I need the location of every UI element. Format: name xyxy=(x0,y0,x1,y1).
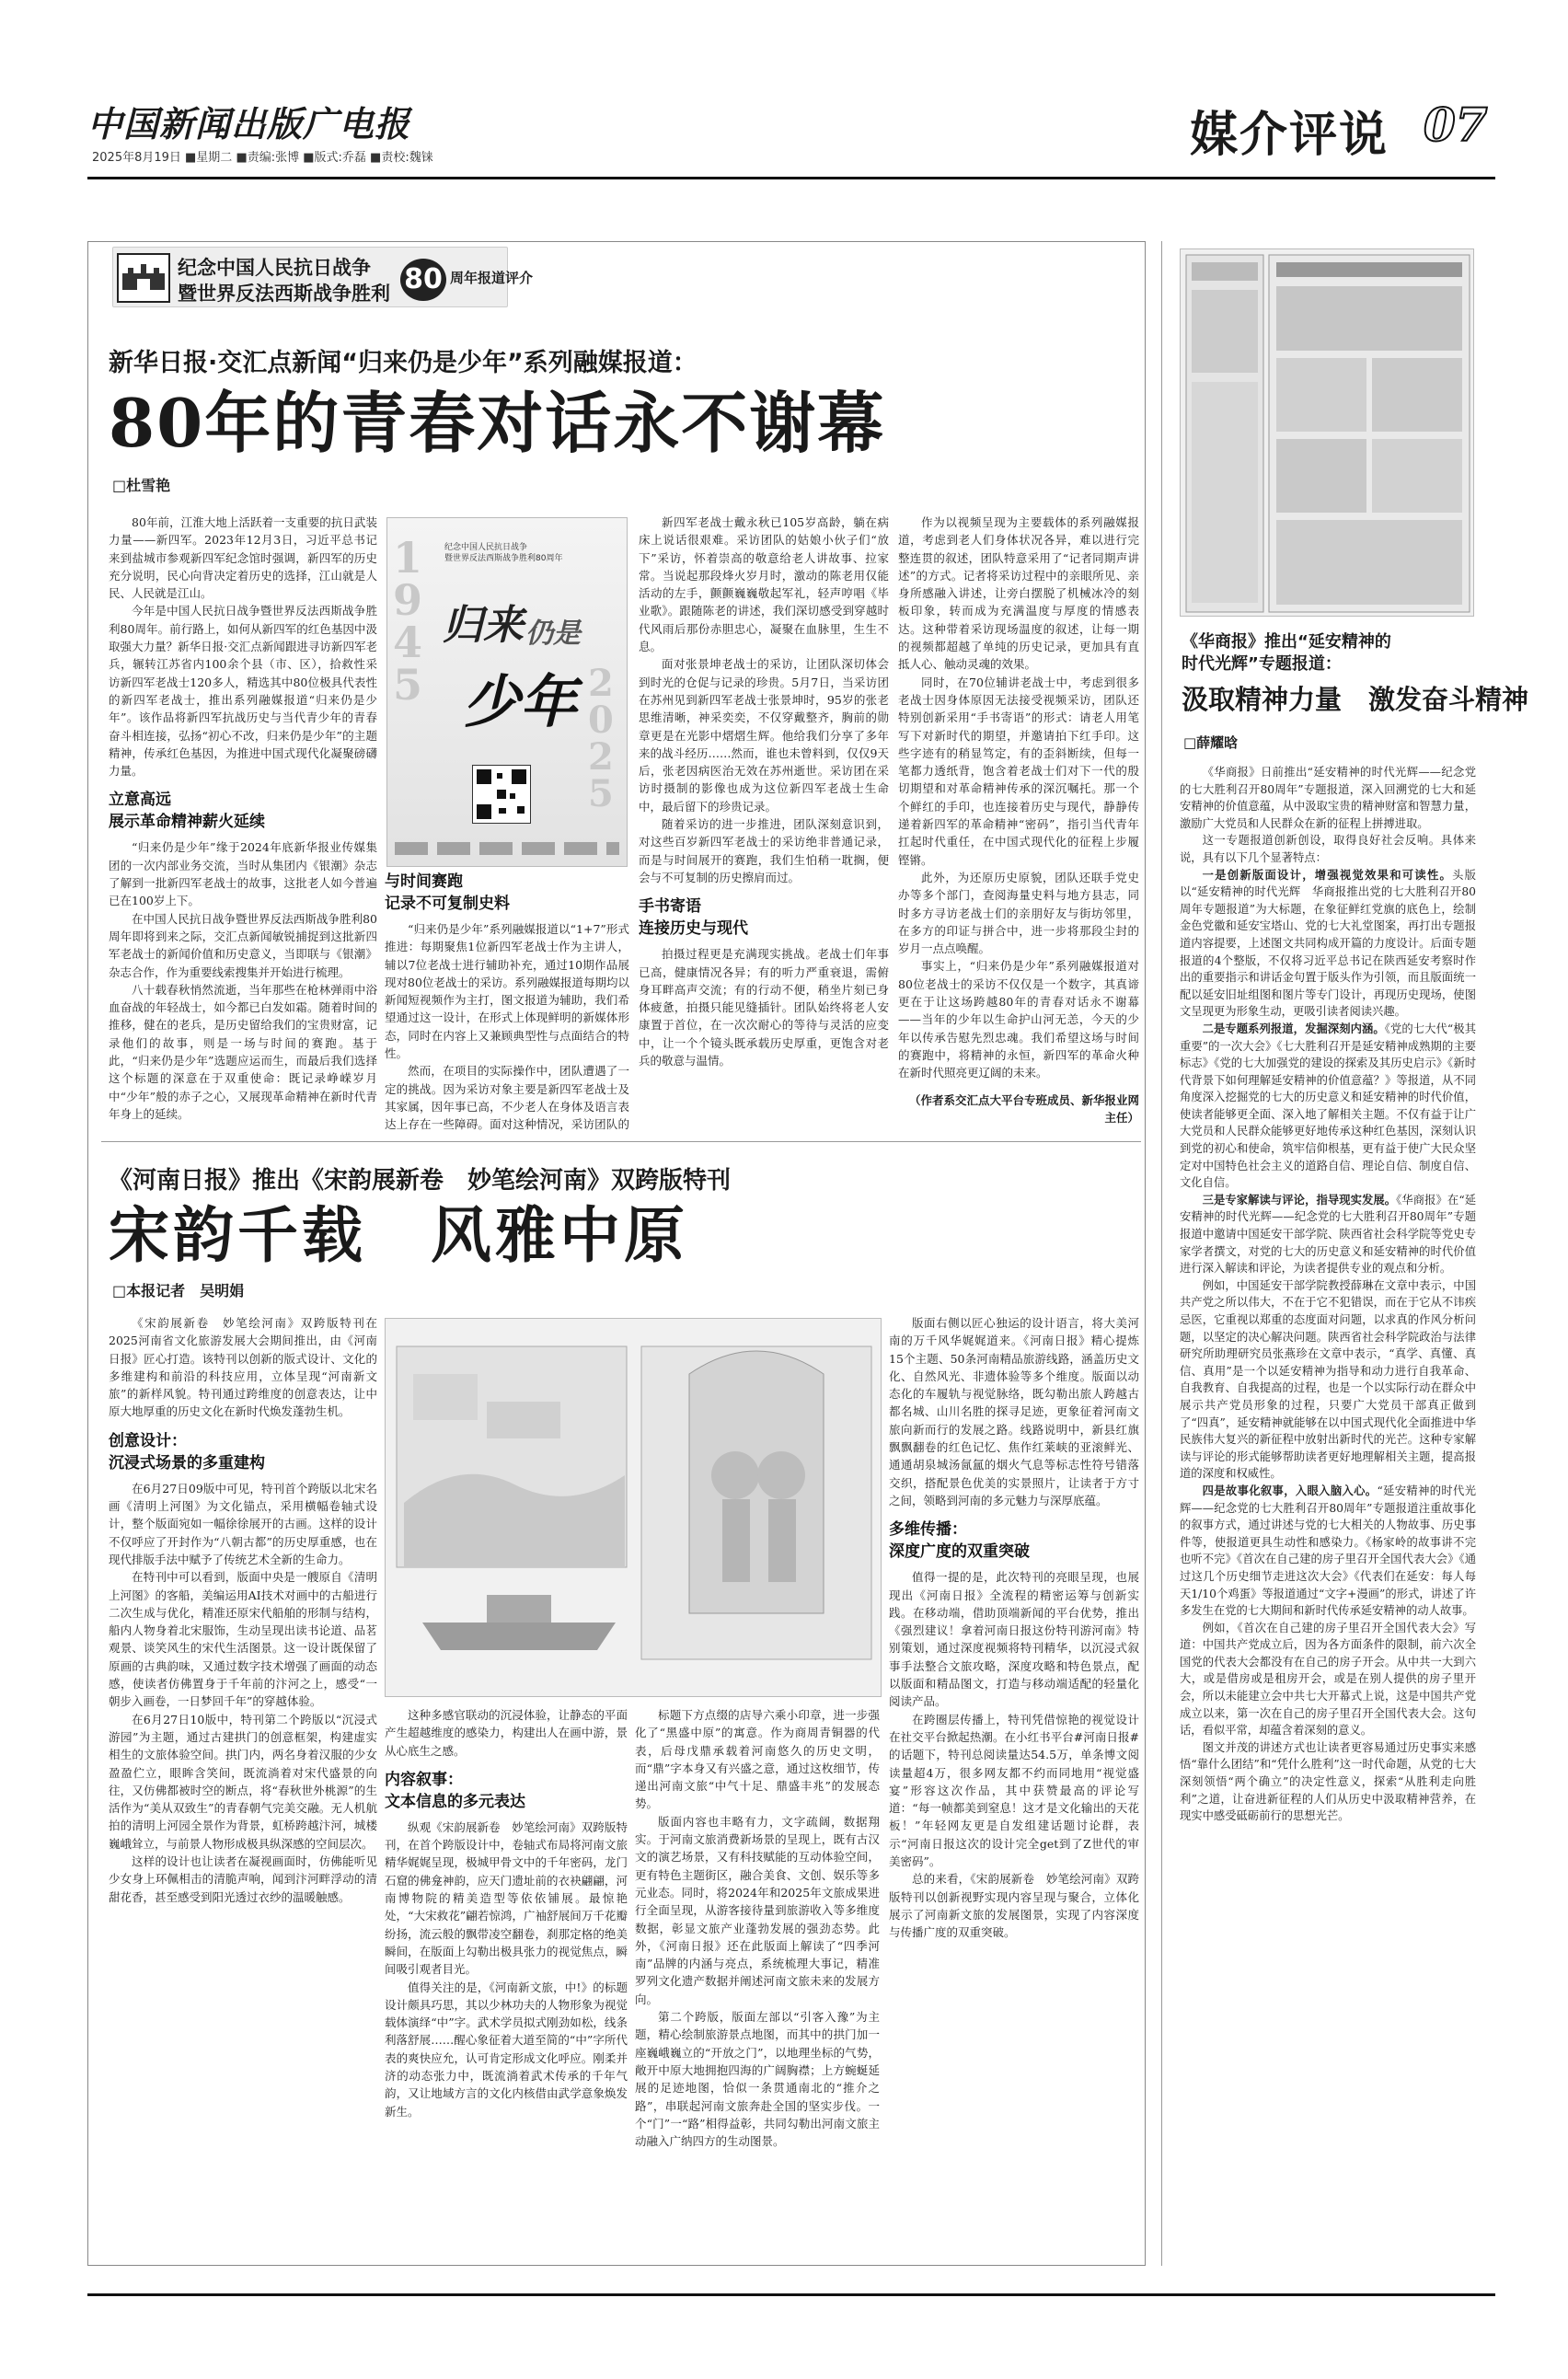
a1-c1-p1: 80年前，江淮大地上活跃着一支重要的抗日武装力量——新四军。2023年12月3日，习近平总书记来到盐城市参观新四军纪念馆时强调，新四军的历史充分说明，民心向背决定着历史的选择，江山就是人民、人民就是江山。 xyxy=(109,515,377,601)
masthead-name: 中国新闻出版广电报 xyxy=(87,103,411,144)
a3-point-4-head: 四是故事化叙事，入眼入脑入心。 xyxy=(1202,1483,1378,1497)
a3-p2: 这一专题报道创新创设，取得良好社会反响。具体来说，具有以下几个显著特点： xyxy=(1180,834,1476,864)
a1-kicker: 新华日报·交汇点新闻“归来仍是少年”系列融媒报道： xyxy=(109,349,698,377)
a2-c2-p1: 这种多感官联动的沉浸体验，让静态的平面产生超越维度的感染力，构建出人在画中游，景从心底生之感。 xyxy=(385,1708,628,1758)
a2-c1-p1: 《宋韵展新卷 妙笔绘河南》双跨版特刊在2025河南省文化旅游发展大会期间推出，由《河南日报》匠心打造。该特刊以创新的版式设计、文化的多维建构和前沿的科技应用，立体呈现“河南新文旅”的新样风貌。特刊通过跨维度的创意表达，让中原大地厚重的历史文化在新时代焕发蓬勃生机。 xyxy=(109,1316,377,1419)
a1-byline: □杜雪艳 xyxy=(112,477,171,494)
poster-year-bottom: 2025 xyxy=(588,662,614,815)
a1-column-1 xyxy=(109,514,377,1132)
a2-kicker: 《河南日报》推出《宋韵展新卷 妙笔绘河南》双跨版特刊 xyxy=(109,1167,732,1195)
a2-c4-p2: 值得一提的是，此次特刊的亮眼呈现，也展现出《河南日报》全流程的精密运筹与创新实践。在移动端，借助顶端新闻的平台优势，推出《强烈建议！拿着河南日报这份特刊游河南》特别策划，通过深度视频将特刊精华，以沉浸式叙事手法整合文旅攻略，深度攻略和特色景点，配以版面和精品图文，打造与移动端适配的轻量化阅读产品。 xyxy=(889,1570,1139,1709)
a1-c3-p2: 面对张景坤老战士的采访，让团队深切体会到时光的仓促与记录的珍贵。5月7日，当采访团在苏州见到新四军老战士张景坤时，95岁的张老思维清晰，神采奕奕，不仅穿戴整齐，胸前的勋章更是在光影中熠熠生辉。他给我们分享了多年来的战斗经历……然而，谁也未曾料到，仅仅9天后，张老因病医治无效在苏州逝世。采访团在采访时摄制的影像也成为这位新四军老战士生命中，最后留下的珍贵记录。 xyxy=(639,657,889,814)
a2-c2-p3: 值得关注的是，《河南新文旅，中!》的标题设计颇具巧思，其以少林功夫的人物形象为视觉载体演绎“中”字。武术学员拟式刚劲如松，线条利落舒展……醒心象征着大道至简的“中”字所代表的爽快应允，认可肯定形成文化呼应。刚柔并济的动态张力中，既流淌着武术传承的千年气韵，又让地域方言的文化内核借由武学意象焕发新生。 xyxy=(385,1980,628,2119)
a3-point-1-head: 一是创新版面设计，增强视觉效果和可读性。 xyxy=(1202,867,1453,882)
a2-column-2 xyxy=(385,1706,628,2240)
a2-c2-p2: 纵观《宋韵展新卷 妙笔绘河南》双跨版特刊，在首个跨版设计中，卷轴式布局将河南文旅精华娓娓呈现，极城甲骨文中的千年密码，龙门石窟的佛龛神韵，应天门遗址前的衣袂翩翩，河南博物院的精美造型等依依铺展。最惊艳处，“大宋救花”翩若惊鸿，广袖舒展间万千花瓣纷扬，流云般的飘带凌空翻卷，刹那定格的绝美瞬间，在版面上勾勒出极具张力的视觉焦点，瞬间吸引观者目光。 xyxy=(385,1819,628,1977)
a1-c1-p5: 八十载春秋悄然流逝，当年那些在枪林弹雨中浴血奋战的年轻战士，如今都已白发如霜。随着时间的推移，健在的老兵，是历史留给我们的宝贵财富，记录他们的故事，则是一场与时间的赛跑。基于此，“归来仍是少年”选题应运而生，而最后我们选择这个标题的深意在于双重使命：既记录峥嵘岁月中“少年”般的赤子之心，又展现革命精神在新时代青年身上的延续。 xyxy=(109,982,377,1121)
poster-title-c: 少年 xyxy=(463,668,578,735)
banner-line1: 纪念中国人民抗日战争 xyxy=(178,257,371,279)
a2-byline: □本报记者 吴明娟 xyxy=(112,1282,245,1299)
a1-column-2 xyxy=(385,871,629,1132)
masthead-info: 2025年8月19日 ■星期二 ■责编:张博 ■版式:乔磊 ■责校:魏铼 xyxy=(92,151,433,165)
huashang-image xyxy=(1180,248,1474,617)
a3-kicker: 《华商报》推出“延安精神的 时代光辉”专题报道： xyxy=(1182,632,1391,674)
a2-subhead-1: 创意设计： 沉浸式场景的多重建构 xyxy=(109,1431,265,1472)
a3-p1: 《华商报》日前推出“延安精神的时代光辉——纪念党的七大胜利召开80周年”专题报道，深入回溯党的七大和延安精神的价值意蕴，从中汲取宝贵的精神财富和智慧力量，激励广大党员和人民群众在新的征程上拼搏进取。 xyxy=(1180,766,1476,830)
banner-suffix: 周年报道评介 xyxy=(450,270,534,286)
a1-subhead-1: 立意高远 展示革命精神薪火延续 xyxy=(109,791,265,832)
a2-c3-p1: 标题下方点缀的店导六乘小印章，进一步强化了“黑盛中原”的寓意。作为商周青铜器的代表，后母戊鼎承载着河南悠久的历史文明，而“鼎”字本身又有兴盛之意，通过这枚细节，传递出河南文旅“中气十足、鼎盛丰兆”的发展态势。 xyxy=(635,1708,880,1811)
a1-c2-p2: 然而，在项目的实际操作中，团队遭遇了一定的挑战。因为采访对象主要是新四军老战士及其家属，因年事已高，不少老人在身体及语言表达上存在一些障碍。面对这种情况，采访团队的 xyxy=(385,1064,629,1132)
spread-illustration xyxy=(386,1319,882,1697)
right-divider xyxy=(1161,241,1162,2266)
a3-column xyxy=(1180,764,1476,2246)
a2-c4-p3: 在跨圈层传播上，特刊凭借惊艳的视觉设计在社交平台掀起热潮。在小红书平台#河南日报#的话题下，特刊总阅读量达54.5万，单条博文阅读量超4万，很多网友都不约而同地用“视觉盛宴”形容这次作品，其中获赞最高的评论写道：“每一帧都美到窒息！这才是文化输出的天花板！”年轻网友更是自发组建话题讨论群，表示“河南日报这次的设计完全get到了Z世代的审美密码”。 xyxy=(889,1712,1139,1869)
poster-logos xyxy=(395,842,619,855)
a2-c1-p2: 在6月27日09版中可见，特刊首个跨版以北宋名画《清明上河图》为文化锚点，采用横幅卷轴式设计，整个版面宛如一幅徐徐展开的古画。这样的设计不仅呼应了开封作为“八朝古都”的历史厚重感，也在现代排版手法中赋予了传统艺术全新的生命力。 xyxy=(109,1481,377,1566)
a2-title: 宋韵千载 风雅中原 xyxy=(109,1199,688,1271)
a3-point-2-head: 二是专题系列报道，发掘深刻内涵。 xyxy=(1202,1021,1385,1035)
poster-org-line1: 纪念中国人民抗日战争 xyxy=(444,543,528,552)
wall-seal-icon xyxy=(117,253,170,303)
a1-title: 80年的青春对话永不谢幕 xyxy=(109,384,886,462)
a1-subhead-3: 手书寄语 连接历史与现代 xyxy=(639,897,748,939)
a2-c3-p3: 第二个跨版，版面左部以“引客入豫”为主题，精心绘制旅游景点地图，而其中的拱门加一座巍峨巍立的“开放之门”，以地理坐标的气势，敞开中原大地拥抱四海的广阔胸襟；上方蜿蜒延展的足迹地图，恰似一条贯通南北的“推介之路”，串联起河南文旅奔赴全国的坚实步伐。一个“门”一“路”相得益彰，共同勾勒出河南文旅主动融入广纳四方的生动图景。 xyxy=(635,2010,880,2149)
a1-c3-p1: 新四军老战士戴永秋已105岁高龄，躺在病床上说话很艰难。采访团队的姑娘小伙子们“放下”采访，怀着崇高的敬意给老人讲故事、拉家常。当说起那段烽火岁月时，激动的陈老用仅能活动的左手，颤颤巍巍敬起军礼，轻声哼唱《毕业歌》。跟随陈老的讲述，我们深切感受到穿越时代风雨后那份赤胆忠心，凝聚在血脉里，生生不息。 xyxy=(639,515,889,654)
poster-org-line2: 暨世界反法西斯战争胜利80周年 xyxy=(444,554,563,563)
a2-c4-p4: 总的来看，《宋韵展新卷 妙笔绘河南》双跨版特刊以创新视野实现内容呈现与聚合，立体化展示了河南新文旅的发展图景，实现了内容深度与传播广度的双重突破。 xyxy=(889,1872,1139,1940)
a1-subhead-2: 与时间赛跑 记录不可复制史料 xyxy=(385,872,510,913)
a1-c4-p1: 作为以视频呈现为主要载体的系列融媒报道，考虑到老人们身体状况各异，难以进行完整连贯的叙述，团队特意采用了“记者同期声讲述”的方式。记者将采访过程中的亲眼所见、亲身所感融入讲述，让旁白摆脱了机械冰冷的刻板印象，转而成为充满温度与厚度的情感表达。这种带着采访现场温度的叙述，让每一期的视频都超越了单纯的历史记录，更加具有直抵人心、触动灵魂的效果。 xyxy=(898,515,1139,672)
a1-c3-p4: 拍摄过程更是充满现实挑战。老战士们年事已高，健康情况各异；有的听力严重衰退，需俯身耳畔高声交流；有的行动不便，稍坐片刻已身体疲惫，拍摄只能见缝插针。团队始终将老人安康置于首位，在一次次耐心的等待与灵活的应变中，让一个个镜头既承载历史厚重，更饱含对老兵的敬意与温情。 xyxy=(639,947,889,1068)
a3-point-1 xyxy=(1180,867,1476,1021)
poster-image xyxy=(386,517,628,867)
banner-line2: 暨世界反法西斯战争胜利 xyxy=(178,283,390,305)
a2-c1-p4: 在6月27日10版中，特刊第二个跨版以“沉浸式游园”为主题，通过古建拱门的创意框架，构建虚实相生的文旅体验空间。拱门内，两名身着汉服的少女盈盈伫立，眼眸含笑间，既流淌着对宋代盛景的向往，又仿佛都被时空的断点，将“春秋世外桃源”的生活作为“美从双致生”的青春朝气完美交融。无人机航拍的清明上河园全景作为背景，虹桥跨越汴河，城楼巍峨耸立，与前景人物形成极具纵深感的空间层次。 xyxy=(109,1712,377,1851)
a3-point-2-body: 《党的七大代“极其重要”的一次大会》《七大胜利召开是延安精神成熟期的主要标志》《党的七大加强党的建设的探索及其历史启示》《新时代背景下如何理解延安精神的价值意蕴？》等报道，从不同角度深入挖掘党的七大的历史意义和延安精神的时代价值，使读者能够更全面、深入地了解相关主题。不仅有益于让广大党员和人民群众能够更好地传承这种红色基因，深刻认识到党的初心和使命，筑牢信仰根基，更有益于使广大民众坚定对中国特色社会主义的道路自信、理论自信、制度自信、文化自信。 xyxy=(1180,1022,1476,1190)
a3-point-4-body: “延安精神的时代光辉——纪念党的七大胜利召开80周年”专题报道注重故事化的叙事方式，通过讲述与党的七大相关的人物故事、历史事件等，使报道更具生动性和感染力。《杨家岭的故事讲不完也听不完》《首次在自己建的房子里召开全国代表大会》《通过这几个历史细节走进这次大会》《代表们在延安：每人每天1/10个鸡蛋》等报道通过“文字+漫画”的形式，讲述了许多发生在党的七大期间和新时代传承延安精神的动人故事。 xyxy=(1180,1484,1476,1618)
a3-point-4 xyxy=(1180,1483,1476,1620)
a1-c4-p4: 事实上，“归来仍是少年”系列融媒报道对80位老战士的采访不仅仅是一个数字，其真谛更在于让这场跨越80年的青春对话永不谢幕——当年的少年以生命护山河无恙，今天的少年以传承告慰先烈忠魂。我们希望这场与时间的赛跑中，将精神的永恒，新四军的革命火种在新时代照亮更辽阔的未来。 xyxy=(898,959,1139,1080)
a3-byline: □薛耀晗 xyxy=(1183,734,1239,751)
a2-c1-p5: 这样的设计也让读者在凝视画面时，仿佛能听见少女身上环佩相击的清脆声响，闻到汴河畔浮动的清甜花香，甚至感受到阳光透过衣纱的温暖触感。 xyxy=(109,1854,377,1904)
a3-p4c: 图文并茂的讲述方式也让读者更容易通过历史事实来感悟“靠什么团结”和“凭什么胜利”这一时代命题，从党的七大深刻领悟“两个确立”的决定性意义，探索“从胜利走向胜利”之道，让奋进新征程的人们从历史中汲取精神营养，在现实中感受砥砺前行的思想光芒。 xyxy=(1180,1740,1476,1823)
a1-c4-p2: 同时，在70位辅讲老战士中，考虑到很多老战士因身体原因无法接受视频采访，团队还特别创新采用“手书寄语”的形式：请老人用笔写下对新时代的期望，并邀请拍下红手印。这些字迹有的稍显笃定，有的歪斜断续，但每一笔都力透纸背，饱含着老战士们对下一代的殷切期望和对革命精神传承的深沉嘱托。那一个个鲜红的手印，也连接着历史与现代，静静传递着新四军的革命精神“密码”，指引当代青年扛起时代重任，在中国式现代化的征程上步履铿锵。 xyxy=(898,675,1139,867)
a1-author-note: （作者系交汇点大平台专班成员、新华报业网主任） xyxy=(908,1093,1139,1125)
a3-point-2 xyxy=(1180,1021,1476,1192)
a2-column-1 xyxy=(109,1314,377,2235)
a1-c3-p3: 随着采访的进一步推进，团队深刻意识到，对这些百岁新四军老战士的采访绝非普通记录，而是与时间展开的赛跑，我们生怕稍一耽搁，便会与不可复制的历史擦肩而过。 xyxy=(639,817,889,884)
poster-title-b: 仍是 xyxy=(525,618,581,650)
section-name: 媒介评说 xyxy=(1190,108,1389,163)
a1-c1-p4: 在中国人民抗日战争暨世界反法西斯战争胜利80周年即将到来之际，交汇点新闻敏锐捕捉到这批新四军老战士的新闻价值和历史意义，当即联与《银潮》杂志合作，作为重要线索搜集并开始进行梳理。 xyxy=(109,911,377,979)
a2-c1-p3: 在特刊中可以看到，版面中央是一艘原自《清明上河图》的客船，美编运用AI技术对画中的古船进行二次生成与优化，精准还原宋代船舶的形制与结构，船内人物身着北宋服饰，生动呈现出读书论道、品茗观景、谈笑风生的宋代生活图景。这一设计既保留了原画的古典韵味，又通过数字技术增强了画面的动态感，使读者仿佛置身于千年前的汴河之上，感受“一朝步入画卷，一日梦回千年”的穿越体验。 xyxy=(109,1570,377,1709)
masthead xyxy=(87,96,1495,171)
a1-c1-p3: “归来仍是少年”缘于2024年底新华报业传媒集团的一次内部业务交流，当时从集团内《银潮》杂志了解到一批新四军老战士的故事，这批老人如今普遍已在100岁上下。 xyxy=(109,840,377,908)
huashang-pages-illustration xyxy=(1181,249,1474,617)
a1-column-3 xyxy=(639,514,889,1132)
masthead-rule xyxy=(87,177,1495,179)
a2-subhead-2: 内容叙事： 文本信息的多元表达 xyxy=(385,1770,525,1811)
a1-c4-p3: 此外，为还原历史原貌，团队还联手党史办等多个部门，查阅海量史料与地方县志，同时多方寻访老战士们的亲朋好友与街坊邻里，在多方的印证与拼合中，进一步将那段尘封的岁月一点点唤醒。 xyxy=(898,870,1139,956)
a2-c3-p2: 版面内容也丰略有力，文字疏阔，数据翔实。于河南文旅消费新场景的呈现上，既有古汉文的演艺场景，又有科技赋能的互动体验空间，更有特色主题街区，融合美食、文创、娱乐等多元业态。同时，将2024年和2025年文旅成果进行全面呈现，从游客接待量到旅游收入等多维度数据，彰显文旅产业蓬勃发展的强劲态势。此外，《河南日报》还在此版面上解读了“四季河南”品牌的内涵与亮点，系统梳理大事记，精准罗列文化遗产数据并阐述河南文旅未来的发展方向。 xyxy=(635,1814,880,2006)
a3-point-3-head: 三是专家解读与评论，指导现实发展。 xyxy=(1202,1192,1397,1207)
page-number: 07 xyxy=(1424,98,1488,152)
a3-title: 汲取精神力量 激发奋斗精神 xyxy=(1182,684,1529,715)
a3-p4b: 例如，《首次在自己建的房子里召开全国代表大会》写道：中国共产党成立后，因为各方面条件的限制，前六次全国党的代表大会都没有在自己的房子开会。从中共一大到六大，或是借房或是租房开会，或是在别人提供的房子里开会，所以未能建立会中共七大开幕式上说，这是中国共产党成立以来，第一次在自己的房子里召开全国代表大会。这句话，看似平常，却蕴含着深刻的意义。 xyxy=(1180,1621,1476,1738)
a3-point-3 xyxy=(1180,1192,1476,1277)
poster-year-top: 1945 xyxy=(393,533,423,710)
qr-code-icon xyxy=(472,765,531,824)
spread-image xyxy=(385,1318,882,1697)
a3-point-1-body: 头版以“延安精神的时代光辉 华商报推出党的七大胜利召开80周年专题报道”为大标题，在象征鲜红党旗的底色上，绘制金色党徽和延安宝塔山、党的七大礼堂图案，再打出专题报道内容提要，上述图文共同构成开篇的力度设计。后面专题报道的4个整版，不仅将习近平总书记在陕西延安考察时作出的重要指示和讲话金句置于版头作为引领，而且版面统一配以延安旧址组图和图片等专门设计，再现历史现场，使图文呈现更为形象生动，更吸引读者阅读兴趣。 xyxy=(1180,868,1476,1019)
a3-p3b: 例如，中国延安干部学院教授薛琳在文章中表示，中国共产党之所以伟大，不在于它不犯错误，而在于它从不讳疾忌医，它重视以郑重的态度面对问题，以求真的作风分析问题，以坚定的决心解决问题。陕西省社会科学院政治与法律研究所助理研究员张燕珍在文章中表示，“真学、真懂、真信、真用”是一个以延安精神为指导和动力进行自我革命、自我教育、自我提高的过程，也是一个以实际行动在群众中展示共产党员形象的过程，只要广大党员干部真正做到了“四真”，延安精神就能够在以中国式现代化全面推进中华民族伟大复兴的新征程中放射出新时代的光芒。这种专家解读与评论的形式能够帮助读者更好地理解相关主题，提高报道的深度和权威性。 xyxy=(1180,1278,1476,1481)
a2-column-4 xyxy=(889,1314,1139,2240)
a1-c1-p2: 今年是中国人民抗日战争暨世界反法西斯战争胜利80周年。前行路上，如何从新四军的红色基因中汲取强大力量？新华日报·交汇点新闻跟进寻访新四军老兵，辗转江苏省内100余个县（市、区），拾救性采访新四军老战士120多人，精选其中80位极具代表性的新四军老战士，推出系列融媒报道“归来仍是少年”。该作品将新四军抗战历史与当代青少年的青春奋斗相连接，弘扬“初心不改，归来仍是少年”的主题精神，传承红色基因，为推进中国式现代化凝聚磅礴力量。 xyxy=(109,604,377,779)
a2-c4-p1: 版面右侧以匠心独运的设计语言，将大美河南的万千风华娓娓道来。《河南日报》精心提炼15个主题、50条河南精品旅游线路，涵盖历史文化、自然风光、非遗体验等多个维度。版面以动态化的车履轨与视觉脉络，既勾勒出旅人跨越古都名城、山川名胜的探寻足迹，更象征着河南文旅向新而行的发展之路。线路说明中，新县红旗飘飘翻卷的红色记忆、焦作红莱峡的亚滚鲜光、通通胡泉城汤氤氲的烟火气息等标志性符号错落交织，搭配景色优美的实景照片，让读者于方寸之间，领略到河南的多元魅力与深厚底蕴。 xyxy=(889,1316,1139,1507)
a3-point-3-body: 《华商报》在“延安精神的时代光辉——纪念党的七大胜利召开80周年”专题报道中邀请中国延安干部学院、陕西省社会科学院等党史专家学者撰文，对党的七大的历史意义和延安精神的时代价值进行深入解读和评论，为读者提供专业的观点和分析。 xyxy=(1180,1193,1476,1276)
banner-80: 80 xyxy=(400,259,446,301)
a2-subhead-3: 多维传播： 深度广度的双重突破 xyxy=(889,1520,1030,1562)
poster-title-a: 归来 xyxy=(443,602,524,649)
page-bottom-rule xyxy=(87,2293,1495,2296)
a1-c2-p1: “归来仍是少年”系列融媒报道以“1+7”形式推进：每期聚焦1位新四军老战士作为主讲人，辅以7位老战士进行辅助补充，通过10期作品展现对80位老战士的采访。系列融媒报道每期均以新闻短视频作为主打，图文报道为辅助，我们希望通过这一设计，在形式上体现鲜明的新媒体形态，同时在内容上又兼顾典型性与点面结合的特性。 xyxy=(385,922,629,1061)
anniversary-banner xyxy=(112,247,534,307)
a2-column-3 xyxy=(635,1706,880,2240)
a1-divider xyxy=(101,1141,1141,1142)
a1-column-4 xyxy=(898,514,1139,1086)
